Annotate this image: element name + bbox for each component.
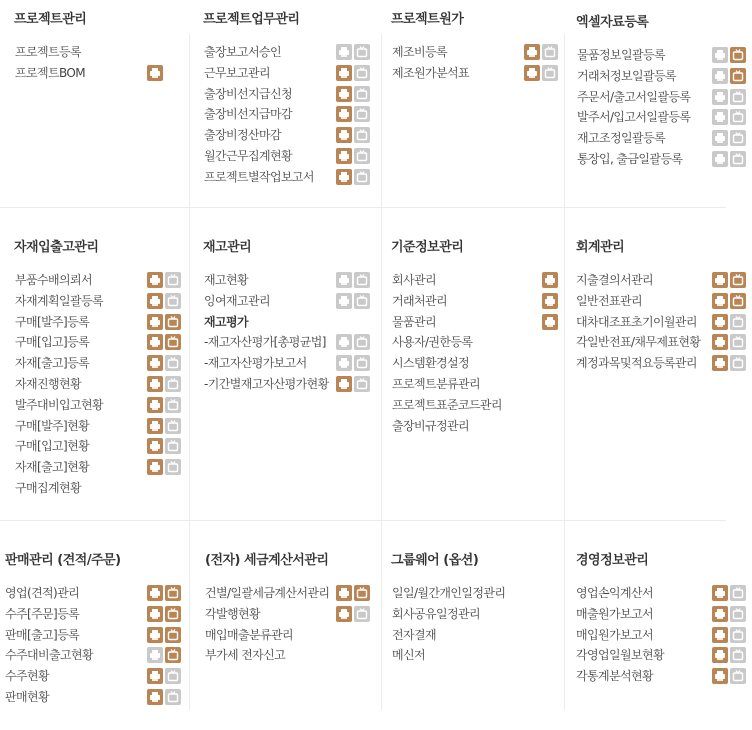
menu-link[interactable]: -재고자산평가보고서 xyxy=(204,356,307,371)
menu-link[interactable]: 물품관리 xyxy=(392,314,436,329)
print-icon[interactable] xyxy=(336,606,352,622)
tv-icon[interactable] xyxy=(354,86,370,102)
section-title: 재고관리 xyxy=(203,240,252,255)
tv-icon[interactable] xyxy=(354,355,370,371)
print-icon[interactable] xyxy=(336,334,352,350)
menu-link[interactable]: 물품정보일괄등록 xyxy=(577,48,665,62)
print-icon[interactable] xyxy=(336,106,352,122)
menu-link[interactable]: 시스템환경설정 xyxy=(392,356,469,371)
print-icon[interactable] xyxy=(542,314,558,330)
tv-icon[interactable] xyxy=(730,627,746,643)
tv-icon[interactable] xyxy=(165,272,181,288)
tv-icon[interactable] xyxy=(730,272,746,288)
tv-icon[interactable] xyxy=(730,151,746,167)
divider xyxy=(0,520,726,521)
print-icon[interactable] xyxy=(147,272,163,288)
print-icon[interactable] xyxy=(336,376,352,392)
print-icon[interactable] xyxy=(147,647,163,663)
menu-link[interactable]: -재고자산평가[총평균법] xyxy=(204,335,326,350)
print-icon[interactable] xyxy=(712,647,728,663)
print-icon[interactable] xyxy=(712,668,728,684)
menu-link[interactable]: 수주현황 xyxy=(5,669,49,684)
print-icon[interactable] xyxy=(147,668,163,684)
tv-icon[interactable] xyxy=(542,44,558,60)
tv-icon[interactable] xyxy=(165,438,181,454)
tv-icon[interactable] xyxy=(165,293,181,309)
tv-icon[interactable] xyxy=(354,376,370,392)
tv-icon[interactable] xyxy=(730,68,746,84)
tv-icon[interactable] xyxy=(165,376,181,392)
menu-link[interactable]: 건별/일괄세금계산서관리 xyxy=(205,586,330,600)
tv-icon[interactable] xyxy=(165,585,181,601)
menu-link[interactable]: 출장비선지급마감 xyxy=(204,107,292,122)
tv-icon[interactable] xyxy=(542,65,558,81)
menu-link[interactable]: 자재[출고]현황 xyxy=(15,460,90,475)
print-icon[interactable] xyxy=(524,44,540,60)
print-icon[interactable] xyxy=(147,355,163,371)
menu-link[interactable]: 잉여재고관리 xyxy=(204,293,270,308)
print-icon[interactable] xyxy=(336,44,352,60)
menu-link[interactable]: 자재진행현황 xyxy=(15,377,81,391)
tv-icon[interactable] xyxy=(165,647,181,663)
tv-icon[interactable] xyxy=(730,293,746,309)
tv-icon[interactable] xyxy=(165,627,181,643)
menu-subheading: 재고평가 xyxy=(204,314,248,329)
menu-link[interactable]: 대차대조표초기이월관리 xyxy=(576,314,697,329)
print-icon[interactable] xyxy=(147,689,163,705)
menu-link[interactable]: 자재[출고]등록 xyxy=(15,356,90,371)
print-icon[interactable] xyxy=(712,627,728,643)
tv-icon[interactable] xyxy=(165,314,181,330)
print-icon[interactable] xyxy=(712,272,728,288)
menu-link[interactable]: -기간별재고자산평가현황 xyxy=(204,377,329,391)
print-icon[interactable] xyxy=(542,272,558,288)
print-icon[interactable] xyxy=(336,65,352,81)
menu-link[interactable]: 전자결재 xyxy=(392,627,436,642)
print-icon[interactable] xyxy=(542,293,558,309)
tv-icon[interactable] xyxy=(730,647,746,663)
menu-link[interactable]: 판매[출고]등록 xyxy=(5,627,80,642)
print-icon[interactable] xyxy=(336,585,352,601)
menu-link[interactable]: 사용자/권한등록 xyxy=(392,335,473,350)
menu-link[interactable]: 부품수배의뢰서 xyxy=(15,273,92,287)
divider xyxy=(564,34,565,710)
print-icon[interactable] xyxy=(712,47,728,63)
section-title: 그룹웨어 (옵션) xyxy=(391,553,479,568)
tv-icon[interactable] xyxy=(354,585,370,601)
menu-link[interactable]: 거래처정보일괄등록 xyxy=(577,68,676,83)
tv-icon[interactable] xyxy=(730,668,746,684)
tv-icon[interactable] xyxy=(730,109,746,125)
tv-icon[interactable] xyxy=(165,397,181,413)
menu-link[interactable]: 매입원가보고서 xyxy=(576,627,653,642)
menu-link[interactable]: 제조원가분석표 xyxy=(392,65,469,80)
menu-link[interactable]: 재고조정일괄등록 xyxy=(577,131,665,146)
section-title: 기준정보관리 xyxy=(391,240,464,255)
tv-icon[interactable] xyxy=(165,689,181,705)
print-icon[interactable] xyxy=(147,585,163,601)
menu-link[interactable]: 각영업일월보현황 xyxy=(576,648,664,663)
menu-link[interactable]: 프로젝트별작업보고서 xyxy=(204,169,314,184)
tv-icon[interactable] xyxy=(165,334,181,350)
divider xyxy=(381,34,382,710)
print-icon[interactable] xyxy=(712,89,728,105)
menu-link[interactable]: 각발행현황 xyxy=(205,606,260,621)
tv-icon[interactable] xyxy=(165,459,181,475)
menu-link[interactable]: 판매현황 xyxy=(5,690,49,704)
tv-icon[interactable] xyxy=(354,272,370,288)
menu-link[interactable]: 영업(견적)관리 xyxy=(5,586,80,600)
menu-link[interactable]: 발주대비입고현황 xyxy=(15,397,103,412)
tv-icon[interactable] xyxy=(165,355,181,371)
tv-icon[interactable] xyxy=(354,606,370,622)
print-icon[interactable] xyxy=(712,314,728,330)
menu-link[interactable]: 일일/월간개인일정관리 xyxy=(392,586,506,600)
menu-link[interactable]: 구매[발주]현황 xyxy=(15,418,90,433)
tv-icon[interactable] xyxy=(354,334,370,350)
tv-icon[interactable] xyxy=(730,130,746,146)
menu-link[interactable]: 제조비등록 xyxy=(392,45,447,59)
tv-icon[interactable] xyxy=(354,44,370,60)
tv-icon[interactable] xyxy=(165,668,181,684)
menu-link[interactable]: 월간근무집계현황 xyxy=(204,149,292,163)
menu-link[interactable]: 매출원가보고서 xyxy=(576,606,653,621)
menu-link[interactable]: 프로젝트BOM xyxy=(15,65,85,80)
tv-icon[interactable] xyxy=(730,606,746,622)
print-icon[interactable] xyxy=(712,68,728,84)
tv-icon[interactable] xyxy=(354,127,370,143)
menu-link[interactable]: 지출결의서관리 xyxy=(576,273,653,287)
menu-link[interactable]: 구매[입고]등록 xyxy=(15,335,90,350)
section-title: 경영정보관리 xyxy=(576,553,649,568)
print-icon[interactable] xyxy=(524,65,540,81)
tv-icon[interactable] xyxy=(354,106,370,122)
menu-link[interactable]: 프로젝트분류관리 xyxy=(392,377,480,391)
tv-icon[interactable] xyxy=(730,314,746,330)
print-icon[interactable] xyxy=(147,418,163,434)
tv-icon[interactable] xyxy=(730,89,746,105)
menu-link[interactable]: 출장비정산마감 xyxy=(204,128,281,143)
menu-link[interactable]: 일반전표관리 xyxy=(576,293,642,308)
tv-icon[interactable] xyxy=(165,606,181,622)
menu-link[interactable]: 구매집계현황 xyxy=(15,481,81,495)
menu-link[interactable]: 수주[주문]등록 xyxy=(5,606,80,621)
print-icon[interactable] xyxy=(712,293,728,309)
print-icon[interactable] xyxy=(336,355,352,371)
print-icon[interactable] xyxy=(336,293,352,309)
menu-link[interactable]: 각일반전표/채무제표현황 xyxy=(576,335,701,350)
menu-link[interactable]: 재고현황 xyxy=(204,273,248,287)
tv-icon[interactable] xyxy=(354,65,370,81)
section-title: 자재입출고관리 xyxy=(14,240,99,255)
print-icon[interactable] xyxy=(712,151,728,167)
menu-link[interactable]: 출장보고서승인 xyxy=(204,45,281,59)
menu-link[interactable]: 각통계분석현황 xyxy=(576,669,653,684)
section-title: 엑셀자료등록 xyxy=(576,15,649,30)
menu-link[interactable]: 수주대비출고현황 xyxy=(5,648,93,663)
section-title: 프로젝트관리 xyxy=(14,12,87,27)
menu-link[interactable]: 출장비선지급신청 xyxy=(204,86,292,101)
menu-link[interactable]: 회사공유일정관리 xyxy=(392,606,480,621)
tv-icon[interactable] xyxy=(354,293,370,309)
tv-icon[interactable] xyxy=(730,334,746,350)
print-icon[interactable] xyxy=(147,459,163,475)
print-icon[interactable] xyxy=(147,606,163,622)
menu-link[interactable]: 통장입, 출금일괄등록 xyxy=(577,152,683,166)
print-icon[interactable] xyxy=(336,169,352,185)
print-icon[interactable] xyxy=(336,86,352,102)
tv-icon[interactable] xyxy=(354,169,370,185)
print-icon[interactable] xyxy=(336,272,352,288)
menu-link[interactable]: 근무보고관리 xyxy=(204,65,270,80)
print-icon[interactable] xyxy=(712,334,728,350)
menu-link[interactable]: 발주서/입고서일괄등록 xyxy=(577,110,691,125)
menu-link[interactable]: 매입매출분류관리 xyxy=(205,627,293,642)
print-icon[interactable] xyxy=(147,65,163,81)
print-icon[interactable] xyxy=(147,334,163,350)
section-title: 프로젝트원가 xyxy=(391,12,464,27)
tv-icon[interactable] xyxy=(730,355,746,371)
print-icon[interactable] xyxy=(336,127,352,143)
menu-link[interactable]: 자재계획일괄등록 xyxy=(15,293,103,308)
menu-link[interactable]: 메신저 xyxy=(392,648,425,663)
menu-link[interactable]: 프로젝트등록 xyxy=(15,45,81,59)
print-icon[interactable] xyxy=(712,355,728,371)
menu-link[interactable]: 프로젝트표준코드관리 xyxy=(392,397,502,412)
section-title: (전자) 세금계산서관리 xyxy=(205,553,329,568)
tv-icon[interactable] xyxy=(730,47,746,63)
print-icon[interactable] xyxy=(712,109,728,125)
menu-link[interactable]: 부가세 전자신고 xyxy=(205,648,286,663)
menu-link[interactable]: 주문서/출고서일괄등록 xyxy=(577,89,691,104)
menu-link[interactable]: 구매[입고]현황 xyxy=(15,439,90,454)
menu-link[interactable]: 영업손익계산서 xyxy=(576,586,653,600)
print-icon[interactable] xyxy=(147,293,163,309)
tv-icon[interactable] xyxy=(730,585,746,601)
print-icon[interactable] xyxy=(712,606,728,622)
menu-link[interactable]: 회사관리 xyxy=(392,273,436,287)
print-icon[interactable] xyxy=(147,376,163,392)
menu-link[interactable]: 거래처관리 xyxy=(392,293,447,308)
print-icon[interactable] xyxy=(712,585,728,601)
section-title: 회계관리 xyxy=(576,240,625,255)
print-icon[interactable] xyxy=(712,130,728,146)
tv-icon[interactable] xyxy=(354,148,370,164)
divider xyxy=(0,207,726,208)
menu-link[interactable]: 계정과목및적요등록관리 xyxy=(576,356,697,371)
print-icon[interactable] xyxy=(147,438,163,454)
divider xyxy=(189,34,190,710)
print-icon[interactable] xyxy=(147,627,163,643)
section-title: 판매관리 (견적/주문) xyxy=(5,553,121,568)
menu-link[interactable]: 출장비규정관리 xyxy=(392,418,469,433)
tv-icon[interactable] xyxy=(165,418,181,434)
print-icon[interactable] xyxy=(336,148,352,164)
menu-link[interactable]: 구매[발주]등록 xyxy=(15,314,90,329)
print-icon[interactable] xyxy=(147,314,163,330)
print-icon[interactable] xyxy=(147,397,163,413)
section-title: 프로젝트업무관리 xyxy=(203,12,300,27)
